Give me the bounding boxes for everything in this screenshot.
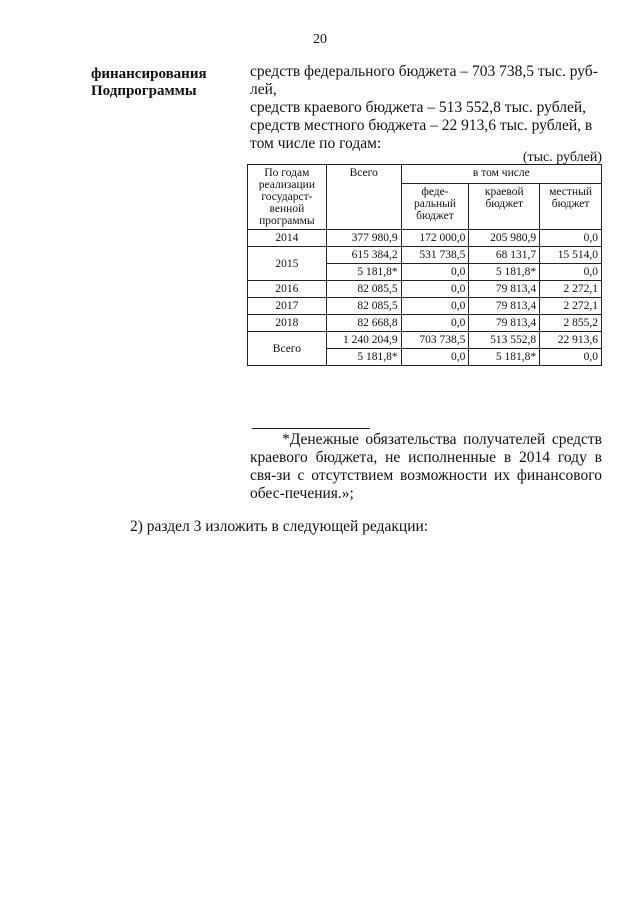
footnote-divider [252,428,370,429]
header-federal: феде-ральный бюджет [401,184,469,230]
local-cell: 0,0 [540,349,602,366]
total-cell: 615 384,2 [326,247,401,264]
local-cell: 2 855,2 [540,315,602,332]
section-label-line: Подпрограммы [91,83,197,99]
header-local: местный бюджет [540,184,602,230]
header-regional: краевой бюджет [469,184,540,230]
table-row [248,332,602,349]
table-row [248,298,602,315]
regional-cell: 68 131,7 [469,247,540,264]
year-cell: Всего [248,332,327,366]
footnote: *Денежные обязательства получателей средств краевого бюджета, не исполненные в 2014 году в свя-зи с отсутствием возможности их финансового обес-печения.»; [250,431,602,502]
federal-cell: 703 738,5 [401,332,469,349]
total-cell: 82 085,5 [326,298,401,315]
regional-cell: 5 181,8* [469,264,540,281]
total-cell: 1 240 204,9 [326,332,401,349]
federal-cell: 531 738,5 [401,247,469,264]
table-row [248,230,602,247]
summary-line: лей, [250,81,277,98]
regional-cell: 205 980,9 [469,230,540,247]
year-cell: 2018 [248,315,327,332]
summary-line: том числе по годам: [250,135,382,152]
federal-cell: 0,0 [401,298,469,315]
local-cell: 15 514,0 [540,247,602,264]
page-number: 20 [313,32,327,47]
total-cell: 5 181,8* [326,264,401,281]
amendment-paragraph: 2) раздел 3 изложить в следующей редакции: [130,518,429,535]
header-years: По годам реализации государст-венной программы [248,165,327,230]
year-cell: 2016 [248,281,327,298]
local-cell: 0,0 [540,264,602,281]
header-including: в том числе [401,165,601,184]
header-total: Всего [326,165,401,230]
regional-cell: 79 813,4 [469,281,540,298]
year-cell: 2015 [248,247,327,281]
local-cell: 2 272,1 [540,281,602,298]
total-cell: 82 668,8 [326,315,401,332]
funding-table [247,164,602,366]
section-label [91,66,207,100]
regional-cell: 79 813,4 [469,298,540,315]
table-row [248,281,602,298]
section-label-line: финансирования [91,66,207,82]
regional-cell: 79 813,4 [469,315,540,332]
regional-cell: 5 181,8* [469,349,540,366]
federal-cell: 0,0 [401,349,469,366]
summary-line: средств местного бюджета – 22 913,6 тыс. рублей, в [250,117,593,134]
federal-cell: 0,0 [401,281,469,298]
federal-cell: 0,0 [401,315,469,332]
federal-cell: 0,0 [401,264,469,281]
local-cell: 0,0 [540,230,602,247]
summary-line: средств федерального бюджета – 703 738,5 тыс. руб- [250,63,598,80]
regional-cell: 513 552,8 [469,332,540,349]
year-cell: 2014 [248,230,327,247]
units-label: (тыс. рублей) [522,150,602,165]
total-cell: 5 181,8* [326,349,401,366]
total-cell: 377 980,9 [326,230,401,247]
federal-cell: 172 000,0 [401,230,469,247]
local-cell: 2 272,1 [540,298,602,315]
local-cell: 22 913,6 [540,332,602,349]
summary-line: средств краевого бюджета – 513 552,8 тыс. рублей, [250,99,586,116]
funding-summary [250,63,602,153]
year-cell: 2017 [248,298,327,315]
table-row [248,315,602,332]
total-cell: 82 085,5 [326,281,401,298]
table-row [248,247,602,264]
